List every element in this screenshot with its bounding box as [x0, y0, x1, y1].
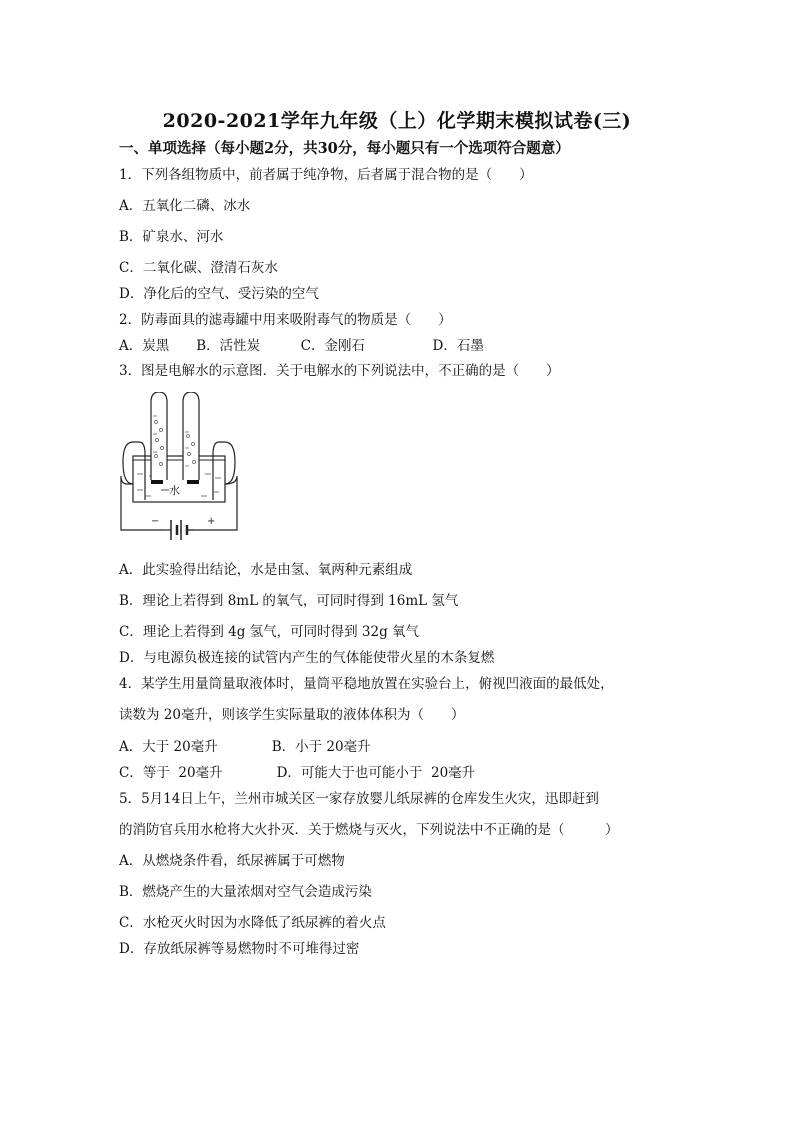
q3-option-a: A．此实验得出结论，水是由氢、氧两种元素组成 — [119, 562, 413, 578]
battery-minus-label: − — [151, 516, 160, 527]
q1-option-a: A．五氧化二磷、冰水 — [119, 198, 251, 214]
q3-stem: 3．图是电解水的示意图．关于电解水的下列说法中，不正确的是（ ） — [119, 363, 560, 379]
q5-stem-line1: 5．5月14日上午，兰州市城关区一家存放婴儿纸尿裤的仓库发生火灾，迅即赶到 — [119, 791, 599, 807]
q1-option-b: B．矿泉水、河水 — [119, 229, 224, 245]
q4-stem-line2: 读数为 20毫升，则该学生实际量取的液体体积为（ ） — [119, 707, 465, 723]
q5-option-c: C．水枪灭火时因为水降低了纸尿裤的着火点 — [119, 915, 386, 931]
q1-option-d: D．净化后的空气、受污染的空气 — [119, 286, 319, 302]
q4-options-cd: C．等于 20毫升 D．可能大于也可能小于 20毫升 — [119, 765, 476, 781]
q1-stem: 1．下列各组物质中，前者属于纯净物，后者属于混合物的是（ ） — [119, 167, 533, 183]
water-label: 水 — [169, 484, 180, 497]
q1-option-c: C．二氧化碳、澄清石灰水 — [119, 260, 278, 276]
battery-plus-label: + — [207, 516, 216, 527]
q3-option-d: D．与电源负极连接的试管内产生的气体能使带火星的木条复燃 — [119, 650, 495, 666]
page-title: 2020-2021学年九年级（上）化学期末模拟试卷(三) — [162, 110, 632, 132]
q3-option-c: C．理论上若得到 4g 氢气，可同时得到 32g 氧气 — [119, 624, 420, 640]
q5-option-d: D．存放纸尿裤等易燃物时不可堆得过密 — [119, 941, 360, 957]
q4-options-ab: A．大于 20毫升 B．小于 20毫升 — [119, 739, 371, 755]
q3-option-b: B．理论上若得到 8mL 的氧气，可同时得到 16mL 氢气 — [119, 593, 459, 609]
q2-stem: 2．防毒面具的滤毒罐中用来吸附毒气的物质是（ ） — [119, 312, 452, 328]
q2-options: A．炭黑 B．活性炭 C．金刚石 D．石墨 — [119, 338, 484, 354]
electrolysis-diagram — [115, 392, 243, 550]
q5-option-a: A．从燃烧条件看，纸尿裤属于可燃物 — [119, 853, 345, 869]
q5-stem-line2: 的消防官兵用水枪将大火扑灭．关于燃烧与灭火，下列说法中不正确的是（ ） — [119, 822, 619, 838]
q5-option-b: B．燃烧产生的大量浓烟对空气会造成污染 — [119, 884, 372, 900]
q4-stem-line1: 4．某学生用量筒量取液体时，量筒平稳地放置在实验台上，俯视凹液面的最低处， — [119, 676, 614, 692]
section-heading: 一、单项选择（每小题2分，共30分，每小题只有一个选项符合题意） — [119, 140, 570, 157]
